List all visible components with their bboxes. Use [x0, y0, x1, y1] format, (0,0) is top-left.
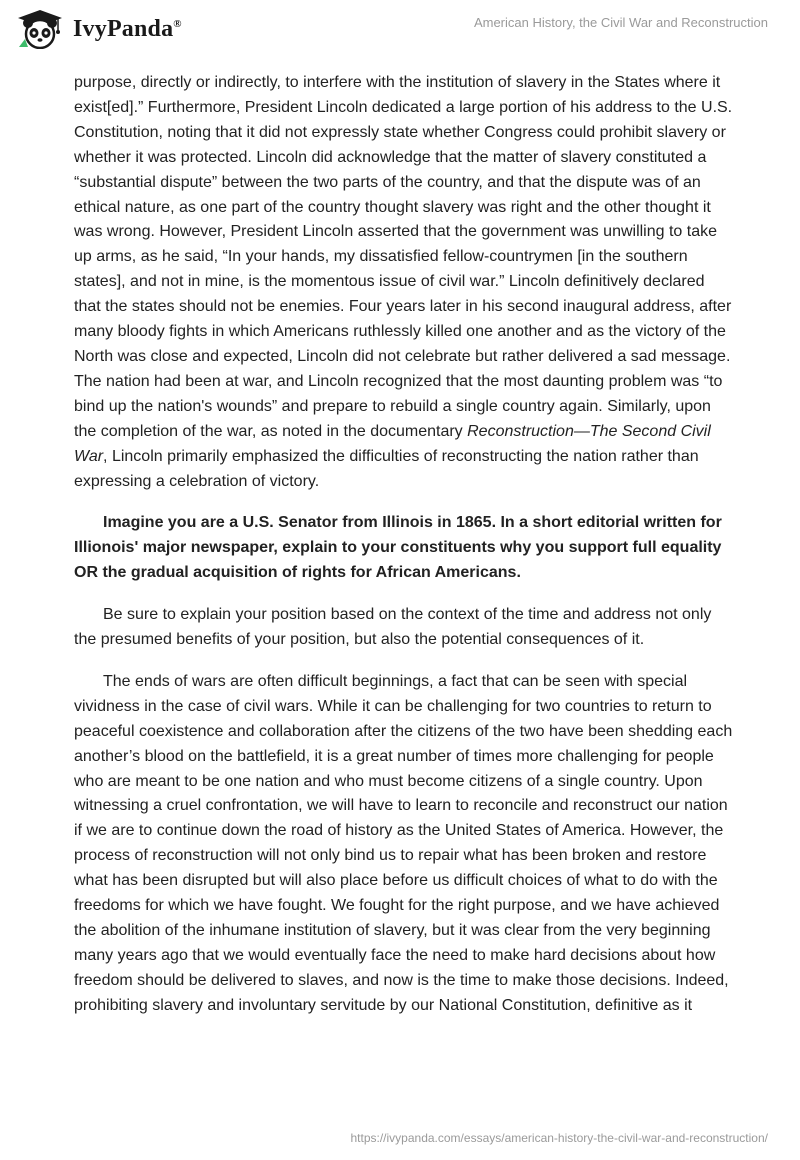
essay-instructions: Be sure to explain your position based on the context of the time and address not only the presumed benefits of your position, but also the potential consequences of it. [74, 606, 712, 649]
page-header [0, 0, 800, 70]
source-url[interactable]: https://ivypanda.com/essays/american-history-the-civil-war-and-reconstruction/ [350, 1131, 768, 1145]
brand-name: IvyPanda® [73, 15, 182, 42]
essay-prompt: Imagine you are a U.S. Senator from Illinois in 1865. In a short editorial written for Illionois' major newspaper, explain to your constituents why you support full equality OR the gradual acquisition of rights for African Americans. [74, 514, 722, 582]
essay-body [74, 71, 734, 1019]
paragraph-body: The ends of wars are often difficult beginnings, a fact that can be seen with special vividness in the case of civil wars. While it can be challenging for two countries to return to peaceful coexistence and collaboration after the citizens of the two have been shedding each another’s blood on the battlefield, it is a great number of times more challenging for people who are meant to be one nation and who must become citizens of a single country. Upon witnessing a cruel confrontation, we will have to learn to reconcile and reconstruct our nation if we are to continue down the road of history as the United States of America. However, the process of reconstruction will not only bind us to repair what has been broken and restore what has been disrupted but will also place before us difficult choices of what to do with the freedoms for which we have fought. We fought for the right purpose, and we have achieved the abolition of the inhumane institution of slavery, but it was clear from the very beginning many years ago that we would eventually face the need to make hard decisions about how freedom should be delivered to slaves, and now is the time to make those decisions. Indeed, prohibiting slavery and involuntary servitude by our National Constitution, definitive as it [74, 672, 733, 1014]
paragraph-continuation: purpose, directly or indirectly, to interfere with the institution of slavery in the States where it exist[ed].” Furthermore, President Lincoln dedicated a large portion of his address to the U.S. Constitution, noting that it did not expressly state whether Congress could prohibit slavery or whether it was protected. Lincoln did acknowledge that the matter of slavery constituted a “substantial dispute” between the two parts of the country, and that the dispute was of an ethical nature, as one part of the country thought slavery was right and the other thought it was wrong. However, President Lincoln asserted that the government was unwilling to take up arms, as he said, “In your hands, my dissatisfied fellow-countrymen [in the southern states], and not in mine, is the momentous issue of civil war.” Lincoln definitively declared that the states should not be enemies. Four years later in his second inaugural address, after many bloody fights in which Americans ruthlessly killed one another and as the victory of the North was close and expected, Lincoln did not celebrate but rather delivered a sad message. The nation had been at war, and Lincoln recognized that the most daunting problem was “to bind up the nation's wounds” and prepare to rebuild a single country again. Similarly, upon the completion of the war, as noted in the documentary Reconstruction—The Second Civil War, Lincoln primarily emphasized the difficulties of reconstructing the nation rather than expressing a celebration of victory. [74, 74, 733, 490]
ivypanda-logo[interactable] [14, 9, 182, 49]
panda-mascot-icon [14, 9, 66, 49]
document-title: American History, the Civil War and Reconstruction [473, 15, 768, 30]
